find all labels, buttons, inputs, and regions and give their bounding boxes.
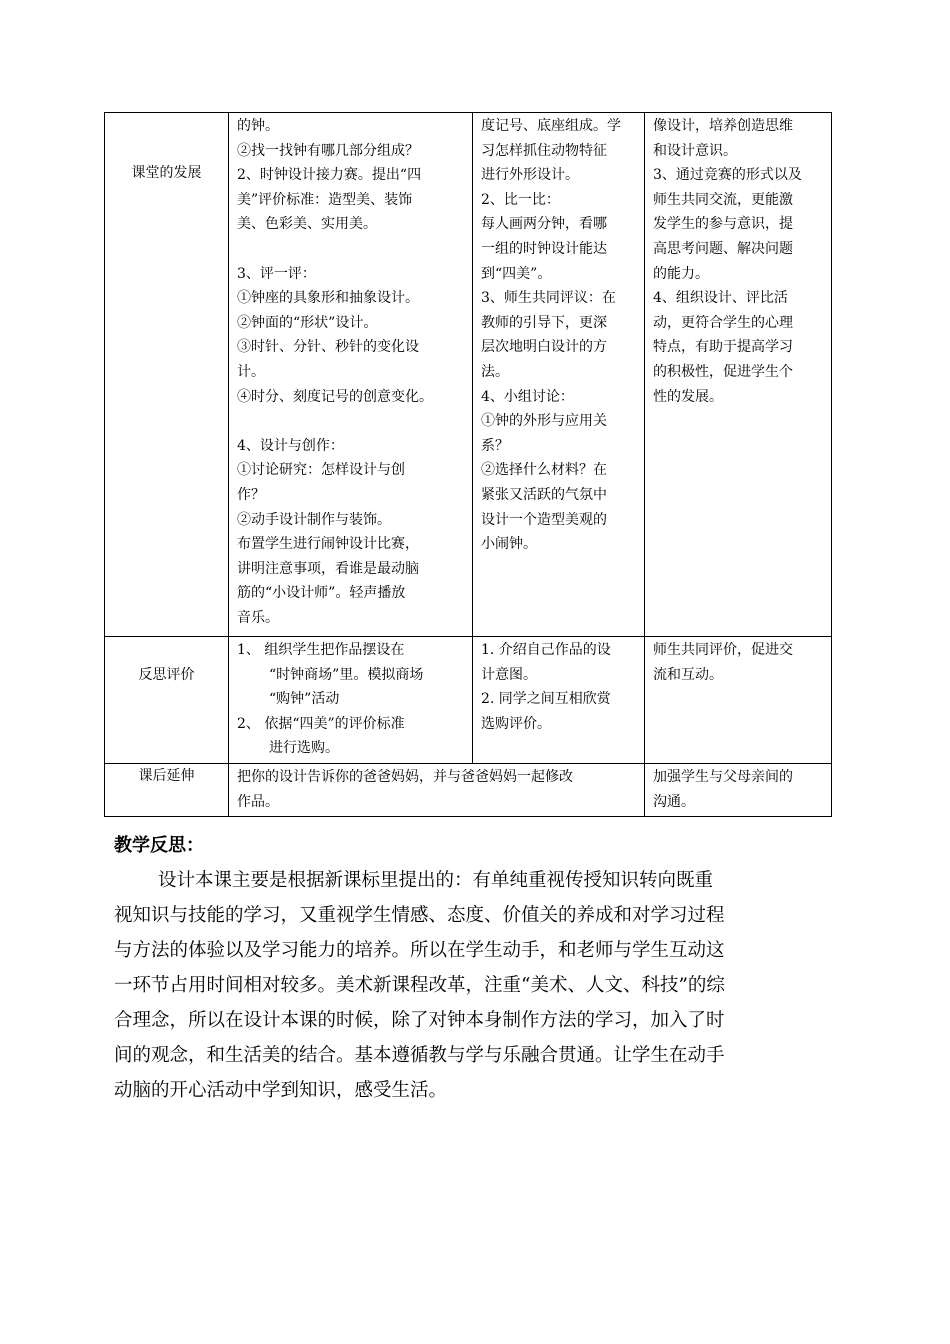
text-line <box>237 237 466 262</box>
text-line: 流和互动。 <box>653 666 723 683</box>
text-line: ②找一找钟有哪几部分组成？ <box>237 142 419 159</box>
text-line: 筋的“小设计师”。轻声播放 <box>237 585 406 602</box>
text-line: ②选择什么材料？在 <box>481 462 607 479</box>
design-intent-cell <box>645 763 832 816</box>
text-line <box>237 409 466 434</box>
text-line: 动，更符合学生的心理 <box>653 314 793 331</box>
text-line: 发学生的参与意识，提 <box>653 216 793 233</box>
paragraph-line: 间的观念，和生活美的结合。基本遵循教与学与乐融合贯通。让学生在动手 <box>114 1045 725 1066</box>
paragraph-line: 与方法的体验以及学习能力的培养。所以在学生动手，和老师与学生互动这 <box>114 940 725 961</box>
text-line: 美”评价标准：造型美、装饰 <box>237 191 413 208</box>
text-line: 法。 <box>481 363 509 380</box>
text-line: 美、色彩美、实用美。 <box>237 216 377 233</box>
text-line: 4、组织设计、评比活 <box>653 290 788 307</box>
text-line: 2、 依据“四美”的评价标准 <box>237 715 405 732</box>
design-intent-cell <box>645 113 832 637</box>
text-line: 师生共同评价，促进交 <box>653 642 793 658</box>
text-line: 沟通。 <box>653 793 695 810</box>
text-line: 紧张又活跃的气氛中 <box>481 486 607 503</box>
text-line: 进行选购。 <box>269 740 339 757</box>
paragraph-line: 合理念，所以在设计本课的时候，除了对钟本身制作方法的学习，加入了时 <box>114 1010 725 1031</box>
merged-activity-cell <box>229 763 645 816</box>
student-activity-cell <box>473 637 645 764</box>
text-line: 把你的设计告诉你的爸爸妈妈，并与爸爸妈妈一起修改 <box>237 768 573 785</box>
text-line: 2、时钟设计接力赛。提出“四 <box>237 167 422 184</box>
student-activity-cell <box>473 113 645 637</box>
table-row <box>105 113 832 637</box>
activity-cell <box>229 637 473 764</box>
section-heading: 教学反思： <box>114 835 204 856</box>
text-line: ③时针、分针、秒针的变化设 <box>237 339 419 356</box>
text-line: 作品。 <box>237 793 279 810</box>
text-line: 2、比一比： <box>481 191 560 208</box>
text-line: 音乐。 <box>237 609 279 626</box>
text-line: 布置学生进行闹钟设计比赛， <box>237 536 419 553</box>
text-line: ①钟座的具象形和抽象设计。 <box>237 290 419 307</box>
table-row <box>105 637 832 764</box>
text-line: ②钟面的“形状”设计。 <box>237 314 378 331</box>
text-line: 系？ <box>481 437 509 454</box>
text-line: 1、 组织学生把作品摆设在 <box>237 642 405 658</box>
text-line: 高思考问题、解决问题 <box>653 240 793 257</box>
text-line: 4、设计与创作： <box>237 437 344 454</box>
text-line: 像设计，培养创造思维 <box>653 118 793 134</box>
table-row <box>105 763 832 816</box>
paragraph-line: 视知识与技能的学习，又重视学生情感、态度、价值关的养成和对学习过程 <box>114 905 725 926</box>
text-line: 讲明注意事项，看谁是最动脑 <box>237 560 419 577</box>
text-line: 设计一个造型美观的 <box>481 511 607 528</box>
text-line: 4、小组讨论： <box>481 388 574 405</box>
text-line: 选购评价。 <box>481 715 551 732</box>
text-line: “时钟商场”里。模拟商场 <box>269 666 424 683</box>
text-line: 特点，有助于提高学习 <box>653 339 793 356</box>
paragraph-line: 动脑的开心活动中学到知识，感受生活。 <box>114 1080 448 1101</box>
row-label-development: 课堂的发展 <box>105 113 229 637</box>
text-line: 的积极性，促进学生个 <box>653 363 793 380</box>
row-label-reflection-evaluation: 反思评价 <box>105 637 229 764</box>
text-line: “购钟”活动 <box>269 691 340 708</box>
text-line: 3、通过竞赛的形式以及 <box>653 167 802 184</box>
text-line: 作？ <box>237 486 265 503</box>
text-line: 进行外形设计。 <box>481 167 579 184</box>
text-line: 一组的时钟设计能达 <box>481 240 607 257</box>
text-line: 每人画两分钟，看哪 <box>481 216 607 233</box>
text-line: 层次地明白设计的方 <box>481 339 607 356</box>
text-line: 加强学生与父母亲间的 <box>653 768 793 785</box>
activity-cell <box>229 113 473 637</box>
text-line: ①钟的外形与应用关 <box>481 413 607 430</box>
paragraph-line: 设计本课主要是根据新课标里提出的：有单纯重视传授知识转向既重 <box>158 870 714 891</box>
text-line: 2. 同学之间互相欣赏 <box>481 691 611 708</box>
text-line: 小闹钟。 <box>481 536 537 553</box>
row-label-after-class-extension: 课后延伸 <box>105 763 229 816</box>
text-line: 计。 <box>237 363 265 380</box>
text-line: 到“四美”。 <box>481 265 552 282</box>
lesson-plan-table <box>104 112 832 817</box>
text-line: 教师的引导下，更深 <box>481 314 607 331</box>
text-line: 师生共同交流，更能激 <box>653 191 793 208</box>
text-line: 3、评一评： <box>237 265 316 282</box>
text-line: 1. 介绍自己作品的设 <box>481 642 611 658</box>
text-line: ②动手设计制作与装饰。 <box>237 511 391 528</box>
paragraph-line: 一环节占用时间相对较多。美术新课程改革，注重“美术、人文、科技”的综 <box>114 975 725 996</box>
teaching-reflection-section <box>114 832 840 1108</box>
design-intent-cell <box>645 637 832 764</box>
text-line: 性的发展。 <box>653 388 723 405</box>
text-line: 的钟。 <box>237 118 279 134</box>
text-line: 度记号、底座组成。学 <box>481 118 621 134</box>
text-line: ①讨论研究：怎样设计与创 <box>237 462 405 479</box>
text-line: 和设计意识。 <box>653 142 737 159</box>
text-line: 习怎样抓住动物特征 <box>481 142 607 159</box>
text-line: 3、师生共同评议：在 <box>481 290 616 307</box>
text-line: ④时分、刻度记号的创意变化。 <box>237 388 433 405</box>
text-line: 的能力。 <box>653 265 709 282</box>
text-line: 计意图。 <box>481 666 537 683</box>
